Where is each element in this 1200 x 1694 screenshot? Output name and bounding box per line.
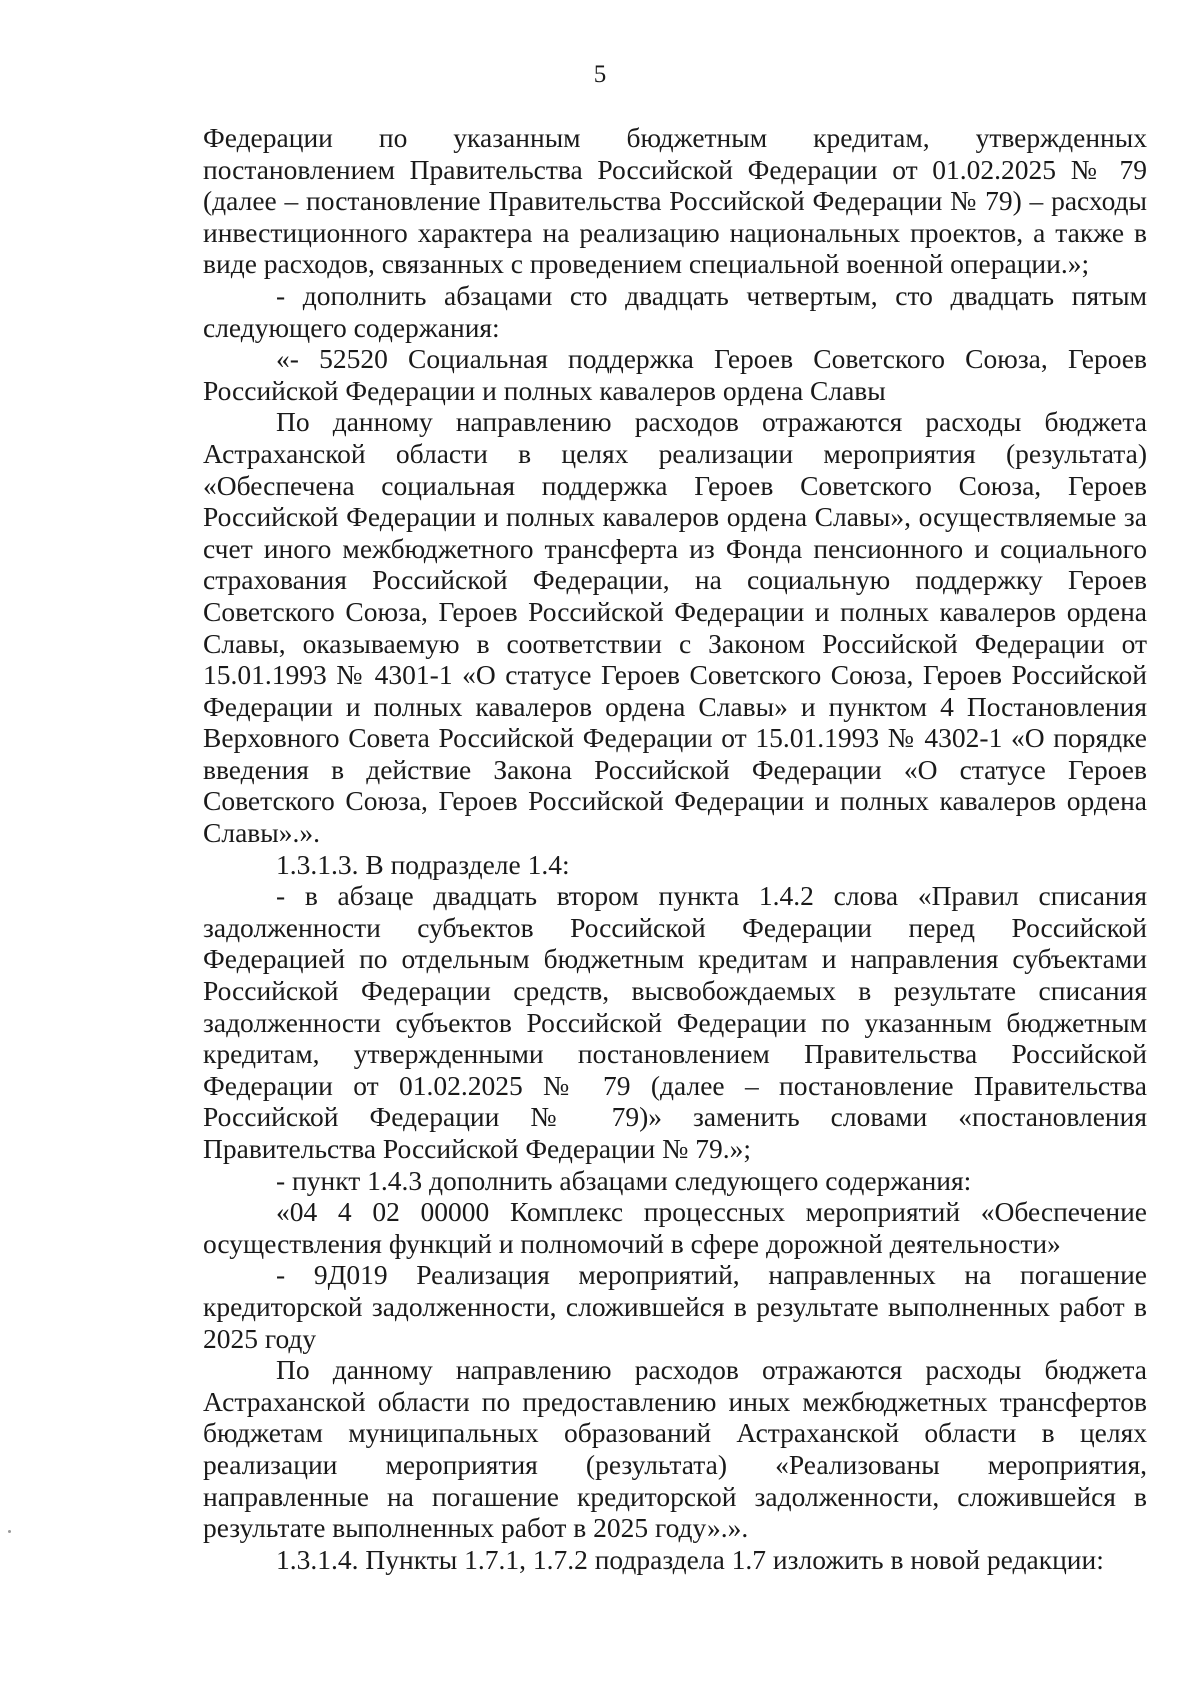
page-number: 5: [593, 61, 607, 88]
paragraph-subsection-1-3-1-4: 1.3.1.4. Пункты 1.7.1, 1.7.2 подраздела 1.7 изложить в новой редакции:: [276, 1543, 1104, 1575]
paragraph-code-9d019-description: По данному направлению расходов отражаются расходы бюджета Астраханской области по предоставлению иных межбюджетных трансфертов бюджетам муниципальных образований Астраханской области в целях реализации мероприятия (результата) «Реализованы мероприятия, направленные на погашение кредиторской задолженности, сложившейся в результате выполненных работ в 2025 году».».: [203, 1354, 1147, 1544]
paragraph-code-52520-description: По данному направлению расходов отражаются расходы бюджета Астраханской области в целях реализации мероприятия (результата) «Обеспечена социальная поддержка Героев Советского Союза, Героев Российской Федерации и полных кавалеров ордена Славы», осуществляемые за счет иного межбюджетного трансферта из Фонда пенсионного и социального страхования Российской Федерации, на социальную поддержку Героев Советского Союза, Героев Российской Федерации и полных кавалеров ордена Славы, оказываемую в соответствии с Законом Российской Федерации от 15.01.1993 № 4301-1 «О статусе Героев Советского Союза, Героев Российской Федерации и полных кавалеров ордена Славы» и пунктом 4 Постановления Верховного Совета Российской Федерации от 15.01.1993 № 4302-1 «О порядке введения в действие Закона Российской Федерации «О статусе Героев Советского Союза, Героев Российской Федерации и полных кавалеров ордена Славы».».: [203, 406, 1147, 849]
paragraph-amendment-1-4-2: - в абзаце двадцать втором пункта 1.4.2 слова «Правил списания задолженности субъектов Российской Федерации перед Российской Федерацией по отдельным бюджетным кредитам и направления субъектами Российской Федерации средств, высвобождаемых в результате списания задолженности субъектов Российской Федерации по указанным бюджетным кредитам, утвержденными постановлением Правительства Российской Федерации от 01.02.2025 № 79 (далее – постановление Правительства Российской Федерации № 79)» заменить словами «постановления Правительства Российской Федерации № 79.»;: [203, 880, 1147, 1164]
paragraph-amendment-1-4-3: - пункт 1.4.3 дополнить абзацами следующего содержания:: [276, 1164, 972, 1196]
paragraph-code-9d019-heading: - 9Д019 Реализация мероприятий, направленных на погашение кредиторской задолженности, сложившейся в результате выполненных работ в 2025 году: [203, 1259, 1147, 1354]
paragraph-subsection-1-3-1-3: 1.3.1.3. В подразделе 1.4:: [276, 848, 570, 880]
paragraph-amendment-add-paragraphs: - дополнить абзацами сто двадцать четвертым, сто двадцать пятым следующего содержания:: [203, 279, 1147, 343]
document-body: [203, 122, 1147, 1575]
paragraph-continuation: Федерации по указанным бюджетным кредитам, утвержденных постановлением Правительства Российской Федерации от 01.02.2025 № 79 (далее – постановление Правительства Российской Федерации № 79) – расходы инвестиционного характера на реализацию национальных проектов, а также в виде расходов, связанных с проведением специальной военной операции.»;: [203, 122, 1147, 280]
scan-artifact-dot: [8, 1530, 11, 1533]
paragraph-code-04-4-02-heading: «04 4 02 00000 Комплекс процессных мероприятий «Обеспечение осуществления функций и полномочий в сфере дорожной деятельности»: [203, 1196, 1147, 1259]
paragraph-code-52520-heading: «- 52520 Социальная поддержка Героев Советского Союза, Героев Российской Федерации и полных кавалеров ордена Славы: [203, 343, 1147, 406]
